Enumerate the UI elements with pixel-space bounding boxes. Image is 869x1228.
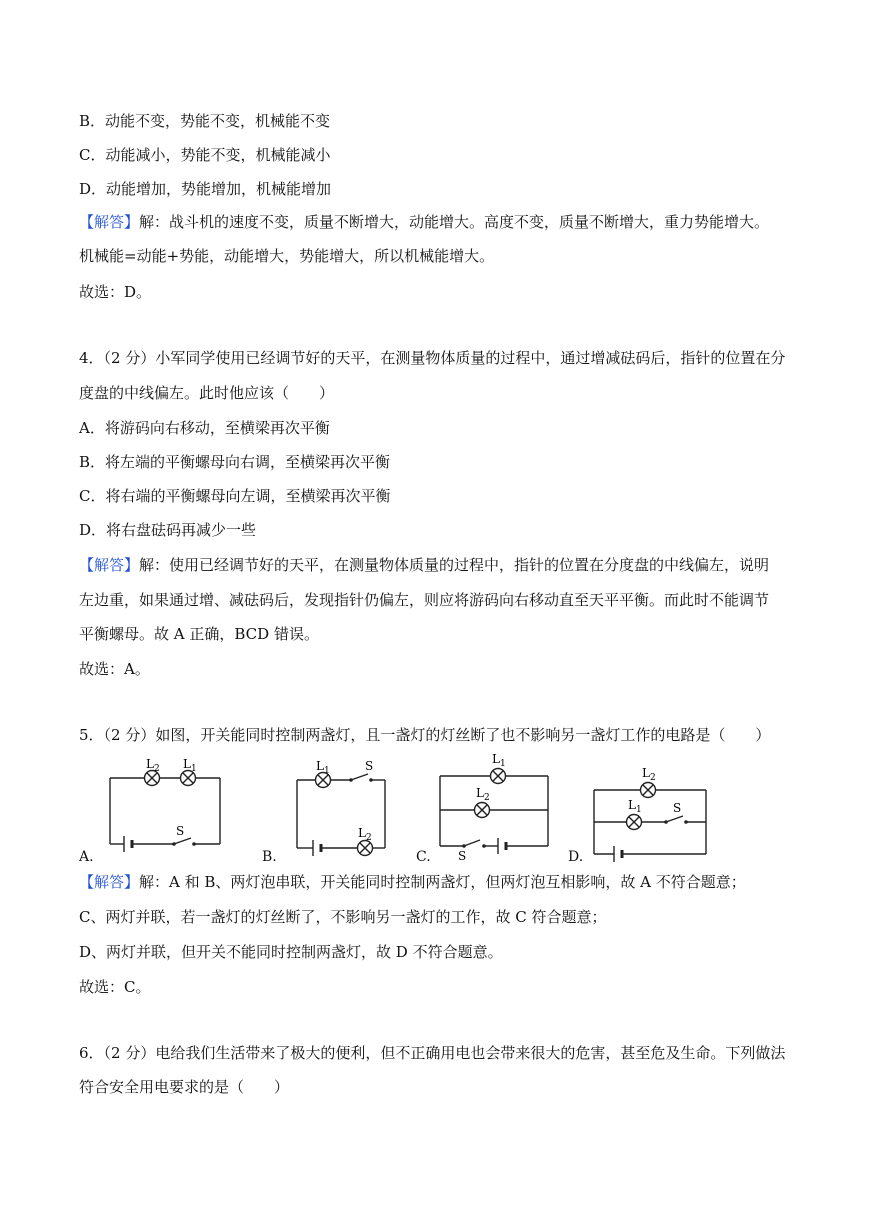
q4-answer-line3: 平衡螺母。故 A 正确，BCD 错误。	[79, 625, 319, 643]
q4-answer-line1	[79, 555, 769, 575]
q5-answer-line3: D、两灯并联，但开关不能同时控制两盏灯，故 D 不符合题意。	[79, 943, 503, 961]
answer-tag: 【解答】	[79, 556, 140, 574]
q6-stem-line2: 符合安全用电要求的是（ ）	[79, 1078, 290, 1096]
lamp-l2-label: L	[476, 786, 484, 800]
figure-label-d: D.	[568, 849, 584, 865]
q4-stem-line2: 度盘的中线偏左。此时他应该（ ）	[79, 384, 335, 402]
q4-option-a: A．将游码向右移动，至横梁再次平衡	[79, 419, 330, 437]
lamp-l1-label: L	[183, 757, 191, 771]
lamp-l2-label: L	[358, 826, 366, 840]
q3-answer-text: 解：战斗机的速度不变，质量不断增大，动能增大。高度不变，质量不断增大，重力势能增大。	[139, 213, 770, 231]
lamp-l1-sub: 1	[500, 759, 506, 769]
figure-label-a: A.	[79, 849, 94, 865]
answer-tag: 【解答】	[79, 873, 140, 891]
lamp-l1-label: L	[492, 752, 500, 766]
switch-label: S	[458, 849, 467, 862]
lamp-l1-sub: 1	[191, 764, 197, 774]
q3-choice: 故选：D。	[79, 283, 152, 301]
switch-label: S	[365, 759, 374, 773]
q3-answer-line1	[79, 212, 769, 232]
q4-option-d: D．将右盘砝码再减少一些	[79, 521, 257, 539]
lamp-l2-sub: 2	[154, 764, 160, 774]
q4-option-c: C．将右端的平衡螺母向左调，至横梁再次平衡	[79, 487, 391, 505]
answer-tag: 【解答】	[79, 213, 140, 231]
q3-option-b: B．动能不变，势能不变，机械能不变	[79, 112, 331, 130]
circuit-diagram-d	[586, 760, 716, 864]
q6-stem-line1: 6．（2 分）电给我们生活带来了极大的便利，但不正确用电也会带来很大的危害，甚至危及生命。下列做法	[79, 1044, 786, 1062]
circuit-diagram-b	[285, 756, 395, 860]
q5-stem: 5．（2 分）如图，开关能同时控制两盏灯，且一盏灯的灯丝断了也不影响另一盏灯工作的电路是（ ）	[79, 726, 771, 744]
figure-label-c: C.	[416, 849, 431, 865]
q4-choice: 故选：A。	[79, 660, 150, 678]
switch-label: S	[176, 824, 185, 838]
q3-answer-line2: 机械能=动能+势能，动能增大，势能增大，所以机械能增大。	[79, 247, 495, 265]
q5-answer-line2: C、两灯并联，若一盏灯的灯丝断了，不影响另一盏灯的工作，故 C 符合题意；	[79, 908, 607, 926]
lamp-l2-sub: 2	[484, 793, 490, 803]
q4-answer-text: 解：使用已经调节好的天平，在测量物体质量的过程中，指针的位置在分度盘的中线偏左，说明	[139, 556, 770, 574]
q3-option-c: C．动能减小，势能不变，机械能减小	[79, 146, 331, 164]
circuit-diagram-c	[432, 750, 554, 862]
q5-answer-text: 解：A 和 B、两灯泡串联，开关能同时控制两盏灯，但两灯泡互相影响，故 A 不符合题意；	[139, 873, 746, 891]
lamp-l2-label: L	[642, 766, 650, 780]
q4-stem-line1: 4．（2 分）小军同学使用已经调节好的天平，在测量物体质量的过程中，通过增减砝码后，指针的位置在分	[79, 349, 786, 367]
lamp-l2-label: L	[146, 757, 154, 771]
figure-label-b: B.	[262, 849, 277, 865]
lamp-l2-sub: 2	[650, 773, 656, 783]
circuit-diagram-a	[98, 756, 228, 860]
lamp-l1-label: L	[628, 798, 636, 812]
q5-answer-line1	[79, 872, 746, 892]
lamp-l1-label: L	[316, 759, 324, 773]
q3-option-d: D．动能增加，势能增加，机械能增加	[79, 180, 332, 198]
lamp-l2-sub: 2	[366, 833, 372, 843]
q4-answer-line2: 左边重，如果通过增、减砝码后，发现指针仍偏左，则应将游码向右移动直至天平平衡。而此时不能调节	[79, 591, 770, 609]
q4-option-b: B．将左端的平衡螺母向右调，至横梁再次平衡	[79, 453, 391, 471]
q5-choice: 故选：C。	[79, 978, 151, 996]
lamp-l1-sub: 1	[636, 805, 642, 815]
switch-label: S	[673, 801, 682, 815]
lamp-l1-sub: 1	[324, 766, 330, 776]
